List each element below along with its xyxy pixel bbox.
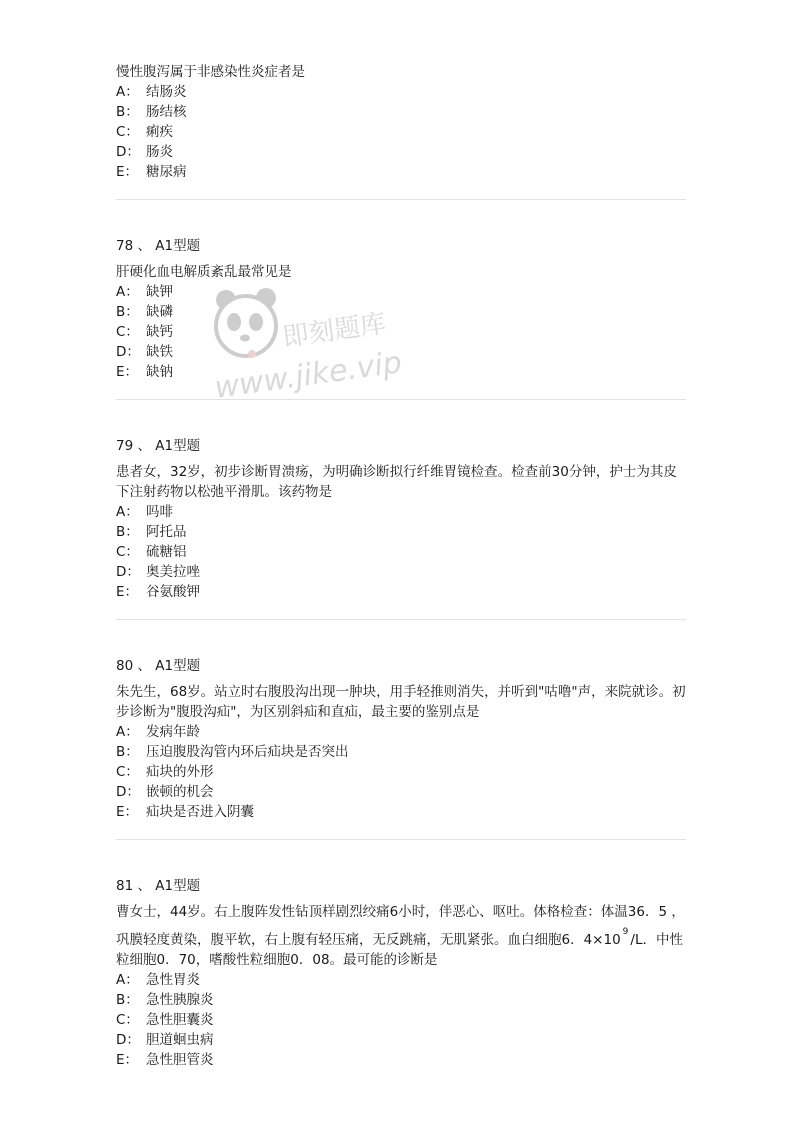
option-d[interactable] [116, 562, 686, 582]
question-79 [116, 436, 686, 602]
option-text: 急性胃炎 [146, 972, 200, 988]
option-text: 痢疾 [146, 124, 173, 140]
option-letter: E： [116, 164, 139, 180]
question-stem [116, 902, 686, 970]
option-c[interactable] [116, 542, 686, 562]
option-text: 发病年龄 [146, 724, 200, 740]
option-letter: A： [116, 724, 139, 740]
question-stem: 肝硬化血电解质紊乱最常见是 [116, 264, 292, 280]
question-81 [116, 876, 686, 1070]
option-letter: E： [116, 364, 139, 380]
option-text: 嵌顿的机会 [146, 784, 214, 800]
question-stem: 患者女，32岁，初步诊断胃溃疡，为明确诊断拟行纤维胃镜检查。检查前30分钟，护士为其皮下注射药物以松弛平滑肌。该药物是 [116, 464, 677, 500]
option-letter: B： [116, 524, 139, 540]
stem-exponent: 9 [622, 927, 629, 937]
option-letter: D： [116, 784, 140, 800]
option-b[interactable] [116, 742, 686, 762]
option-text: 疝块的外形 [146, 764, 214, 780]
watermark-brand: 即刻题库 [280, 308, 388, 354]
option-letter: C： [116, 544, 139, 560]
question-header: 78 、 A1型题 [116, 238, 201, 254]
option-letter: E： [116, 804, 139, 820]
option-c[interactable] [116, 1010, 686, 1030]
option-a[interactable] [116, 970, 686, 990]
option-text: 肠结核 [146, 104, 187, 120]
option-text: 压迫腹股沟管内环后疝块是否突出 [146, 744, 349, 760]
option-e[interactable] [116, 162, 686, 182]
option-text: 缺磷 [146, 304, 173, 320]
watermark [212, 280, 442, 420]
option-e[interactable] [116, 1050, 686, 1070]
option-text: 硫糖铝 [146, 544, 187, 560]
question-80 [116, 656, 686, 822]
option-letter: A： [116, 84, 139, 100]
option-letter: D： [116, 144, 140, 160]
panda-logo-icon [212, 286, 282, 362]
option-a[interactable] [116, 722, 686, 742]
question-77 [116, 62, 686, 182]
stem-text-cont: /L．中性粒细胞0．70，嗜酸性粒细胞0．08。最可能的诊断是 [116, 932, 683, 968]
divider [116, 839, 686, 840]
option-letter: B： [116, 992, 139, 1008]
question-stem: 慢性腹泻属于非感染性炎症者是 [116, 64, 305, 80]
option-a[interactable] [116, 82, 686, 102]
divider [116, 619, 686, 620]
option-text: 奥美拉唑 [146, 564, 200, 580]
option-letter: A： [116, 284, 139, 300]
option-c[interactable] [116, 762, 686, 782]
option-b[interactable] [116, 102, 686, 122]
divider [116, 199, 686, 200]
option-letter: C： [116, 764, 139, 780]
option-text: 肠炎 [146, 144, 173, 160]
option-letter: A： [116, 972, 139, 988]
option-text: 阿托品 [146, 524, 187, 540]
watermark-url: www.jike.vip [212, 345, 404, 406]
option-letter: B： [116, 304, 139, 320]
option-letter: D： [116, 344, 140, 360]
option-text: 缺钾 [146, 284, 173, 300]
option-letter: C： [116, 124, 139, 140]
option-text: 吗啡 [146, 504, 173, 520]
option-text: 结肠炎 [146, 84, 187, 100]
option-d[interactable] [116, 1030, 686, 1050]
option-text: 急性胰腺炎 [146, 992, 214, 1008]
option-letter: A： [116, 504, 139, 520]
option-letter: E： [116, 584, 139, 600]
question-header: 79 、 A1型题 [116, 438, 201, 454]
option-letter: B： [116, 744, 139, 760]
option-text: 缺钙 [146, 324, 173, 340]
option-text: 急性胆囊炎 [146, 1012, 214, 1028]
option-e[interactable] [116, 582, 686, 602]
option-text: 缺钠 [146, 364, 173, 380]
option-letter: D： [116, 564, 140, 580]
option-b[interactable] [116, 522, 686, 542]
option-letter: B： [116, 104, 139, 120]
option-text: 急性胆管炎 [146, 1052, 214, 1068]
question-header: 80 、 A1型题 [116, 658, 201, 674]
option-d[interactable] [116, 142, 686, 162]
option-b[interactable] [116, 990, 686, 1010]
option-text: 糖尿病 [146, 164, 187, 180]
option-e[interactable] [116, 802, 686, 822]
option-letter: D： [116, 1032, 140, 1048]
option-c[interactable] [116, 122, 686, 142]
option-letter: E： [116, 1052, 139, 1068]
stem-text: 曹女士，44岁。右上腹阵发性钻顶样剧烈绞痛6小时，伴恶心、呕吐。体格检查：体温36．5 ，巩膜轻度黄染，腹平软，右上腹有轻压痛，无反跳痛，无肌紧张。血白细胞6．4×10 [116, 904, 685, 948]
option-text: 谷氨酸钾 [146, 584, 200, 600]
question-header: 81 、 A1型题 [116, 878, 201, 894]
question-stem: 朱先生，68岁。站立时右腹股沟出现一肿块，用手轻推则消失，并听到"咕噜"声，来院就诊。初步诊断为"腹股沟疝"，为区别斜疝和直疝，最主要的鉴别点是 [116, 684, 686, 720]
option-d[interactable] [116, 782, 686, 802]
option-letter: C： [116, 1012, 139, 1028]
option-text: 缺铁 [146, 344, 173, 360]
option-letter: C： [116, 324, 139, 340]
option-text: 疝块是否进入阴囊 [146, 804, 254, 820]
option-a[interactable] [116, 502, 686, 522]
option-text: 胆道蛔虫病 [146, 1032, 214, 1048]
